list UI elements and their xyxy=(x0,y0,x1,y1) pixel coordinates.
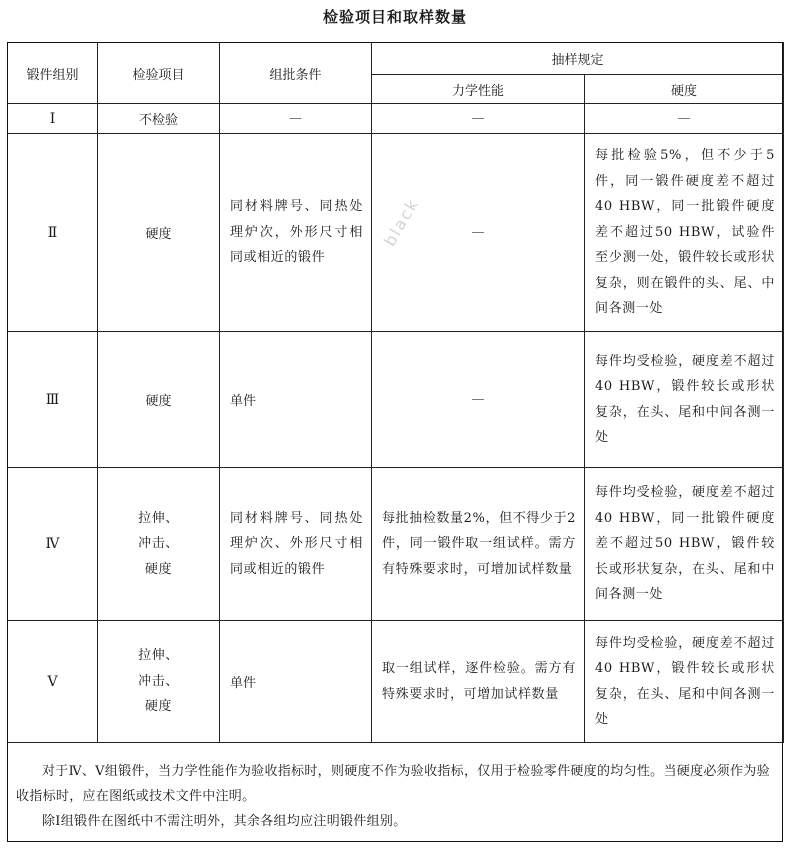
note-paragraph: 对于Ⅳ、Ⅴ组锻件，当力学性能作为验收指标时，则硬度不作为验收指标，仅用于检验零件硬度的均匀性。当硬度必须作为验收指标时，应在图纸或技术文件中注明。 xyxy=(16,764,770,804)
table-row xyxy=(8,332,784,468)
row-batch: 同材料牌号、同热处理炉次，外形尺寸相同或相近的锻件 xyxy=(220,134,372,332)
row-group: Ⅲ xyxy=(8,332,98,468)
row-batch: 单件 xyxy=(220,332,372,468)
header-mechanical: 力学性能 xyxy=(372,75,585,104)
row-mechanical: — xyxy=(372,134,585,332)
table-row xyxy=(8,621,784,743)
watermark-text: black xyxy=(380,194,423,250)
row-group: Ⅰ xyxy=(8,104,98,134)
inspection-table xyxy=(7,42,784,743)
notes-section xyxy=(8,744,782,842)
header-item: 检验项目 xyxy=(98,43,220,104)
row-item: 硬度 xyxy=(98,332,220,468)
row-item: 拉伸、冲击、硬度 xyxy=(98,468,220,621)
row-hardness: — xyxy=(585,104,784,134)
table-title: 检验项目和取样数量 xyxy=(322,8,467,26)
row-batch: — xyxy=(220,104,372,134)
row-item: 拉伸、冲击、硬度 xyxy=(98,621,220,743)
row-mechanical: — xyxy=(372,104,585,134)
row-group: Ⅱ xyxy=(8,134,98,332)
row-batch: 单件 xyxy=(220,621,372,743)
note-paragraph: 除Ⅰ组锻件在图纸中不需注明外，其余各组均应注明锻件组别。 xyxy=(42,814,407,829)
row-group: Ⅳ xyxy=(8,468,98,621)
row-mechanical: 每批抽检数量2%，但不得少于2件，同一锻件取一组试样。需方有特殊要求时，可增加试样数量 xyxy=(372,468,585,621)
header-sampling: 抽样规定 xyxy=(372,43,784,75)
header-batch: 组批条件 xyxy=(220,43,372,104)
row-mechanical: 取一组试样，逐件检验。需方有特殊要求时，可增加试样数量 xyxy=(372,621,585,743)
row-mechanical: — xyxy=(372,332,585,468)
row-group: Ⅴ xyxy=(8,621,98,743)
row-item: 不检验 xyxy=(98,104,220,134)
header-group: 锻件组别 xyxy=(8,43,98,104)
table-row xyxy=(8,104,784,134)
row-hardness: 每件均受检验，硬度差不超过40 HBW，同一批锻件硬度差不超过50 HBW，锻件较长或形状复杂，在头、尾和中间各测一处 xyxy=(585,468,784,621)
row-hardness: 每件均受检验，硬度差不超过40 HBW，锻件较长或形状复杂，在头、尾和中间各测一处 xyxy=(585,621,784,743)
row-hardness: 每批检验5%，但不少于5件，同一锻件硬度差不超过40 HBW，同一批锻件硬度差不超过50 HBW，试验件至少测一处，锻件较长或形状复杂，则在锻件的头、尾、中间各测一处 xyxy=(585,134,784,332)
row-batch: 同材料牌号、同热处理炉次、外形尺寸相同或相近的锻件 xyxy=(220,468,372,621)
row-hardness: 每件均受检验，硬度差不超过40 HBW，锻件较长或形状复杂，在头、尾和中间各测一处 xyxy=(585,332,784,468)
row-item: 硬度 xyxy=(98,134,220,332)
table-row xyxy=(8,468,784,621)
header-hardness: 硬度 xyxy=(585,75,784,104)
